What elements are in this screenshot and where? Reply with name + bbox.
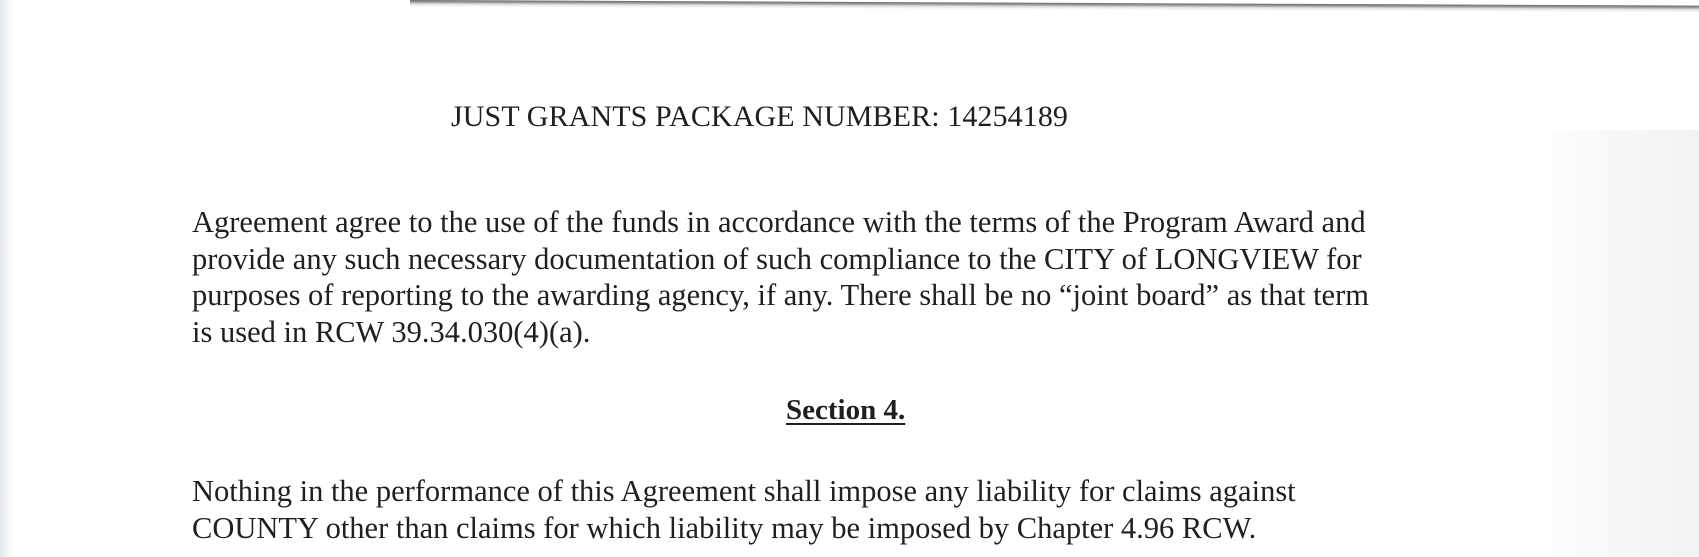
scan-top-edge	[410, 0, 1699, 16]
paragraph-liability	[192, 473, 1296, 546]
paragraph-line: Agreement agree to the use of the funds in accordance with the terms of the Program Award and	[192, 205, 1366, 239]
scan-right-shade	[1519, 130, 1699, 557]
paragraph-line: is used in RCW 39.34.030(4)(a).	[192, 314, 591, 349]
scan-left-edge	[0, 0, 14, 557]
paragraph-funds-use	[192, 204, 1369, 350]
section-heading: Section 4.	[786, 394, 906, 426]
package-number-header: JUST GRANTS PACKAGE NUMBER: 14254189	[451, 100, 1069, 133]
paragraph-line: purposes of reporting to the awarding agency, if any. There shall be no “joint board” as that term	[192, 278, 1369, 312]
paragraph-line: COUNTY other than claims for which liability may be imposed by Chapter 4.96 RCW.	[192, 510, 1257, 545]
paragraph-line: Nothing in the performance of this Agreement shall impose any liability for claims against	[192, 474, 1296, 508]
paragraph-line: provide any such necessary documentation of such compliance to the CITY of LONGVIEW for	[192, 241, 1362, 276]
